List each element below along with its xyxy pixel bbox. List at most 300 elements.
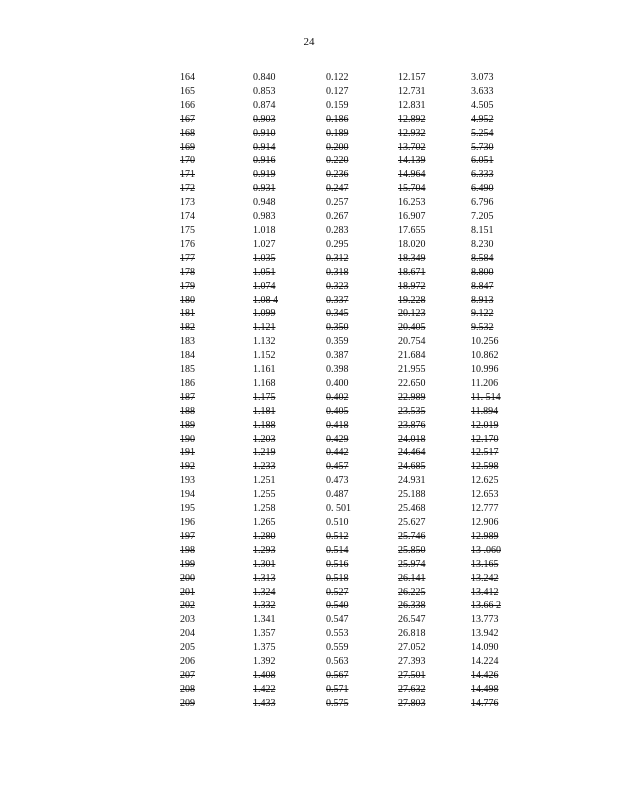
table-cell xyxy=(326,363,398,377)
cell-value: 0.186 xyxy=(326,113,349,125)
table-cell xyxy=(398,349,471,363)
cell-value: 1.332 xyxy=(253,600,276,612)
cell-value: 12.598 xyxy=(471,461,499,473)
cell-value: 13 .060 xyxy=(471,544,501,556)
cell-value: 196 xyxy=(180,517,195,528)
table-cell xyxy=(180,544,253,558)
cell-value: 18.671 xyxy=(398,266,426,278)
table-cell xyxy=(180,641,253,655)
cell-value: 24.464 xyxy=(398,447,426,459)
table-cell xyxy=(253,280,326,294)
table-cell xyxy=(253,335,326,349)
cell-value: 27.393 xyxy=(398,656,426,668)
table-row-struck xyxy=(180,266,531,280)
table-row xyxy=(180,210,531,224)
table-cell xyxy=(253,697,326,711)
table-cell xyxy=(326,154,398,168)
table-cell xyxy=(253,210,326,224)
table-cell xyxy=(180,572,253,586)
cell-value: 195 xyxy=(180,503,195,515)
cell-value: 172 xyxy=(180,183,195,195)
cell-value: 200 xyxy=(180,572,195,584)
table-cell xyxy=(398,252,471,266)
cell-value: 167 xyxy=(180,113,195,125)
table-cell xyxy=(253,530,326,544)
table-row-struck xyxy=(180,460,531,474)
table-row-struck xyxy=(180,599,531,613)
table-cell xyxy=(253,558,326,572)
cell-value: 6.333 xyxy=(471,169,494,181)
table-cell xyxy=(471,572,531,586)
cell-value: 8.800 xyxy=(471,266,494,278)
table-cell xyxy=(398,377,471,391)
table-cell xyxy=(180,141,253,155)
cell-value: 3.073 xyxy=(471,72,494,83)
table-row xyxy=(180,377,531,391)
cell-value: 0.318 xyxy=(326,266,349,278)
table-cell xyxy=(253,182,326,196)
table-cell xyxy=(253,321,326,335)
cell-value: 0.159 xyxy=(326,99,349,111)
cell-value: 164 xyxy=(180,72,195,83)
table-cell xyxy=(398,335,471,349)
cell-value: 0.473 xyxy=(326,475,349,487)
cell-value: 26.547 xyxy=(398,614,426,626)
table-cell xyxy=(398,460,471,474)
cell-value: 0.345 xyxy=(326,308,349,320)
table-cell xyxy=(398,113,471,127)
cell-value: 1.313 xyxy=(253,572,276,584)
table-cell xyxy=(326,196,398,210)
cell-value: 184 xyxy=(180,350,195,362)
table-cell xyxy=(398,266,471,280)
cell-value: 12.989 xyxy=(471,530,499,542)
table-cell xyxy=(471,530,531,544)
table-cell xyxy=(326,599,398,613)
cell-value: 193 xyxy=(180,475,195,487)
cell-value: 11.894 xyxy=(471,405,499,417)
cell-value: 206 xyxy=(180,656,195,668)
table-cell xyxy=(326,210,398,224)
table-cell xyxy=(471,613,531,627)
cell-value: 19.228 xyxy=(398,294,426,306)
table-cell xyxy=(253,85,326,99)
cell-value: 0.512 xyxy=(326,530,349,542)
cell-value: 18.972 xyxy=(398,280,426,292)
cell-value: 13.942 xyxy=(471,628,499,640)
cell-value: 20.754 xyxy=(398,336,426,348)
table-cell xyxy=(253,655,326,669)
cell-value: 168 xyxy=(180,127,195,139)
table-row xyxy=(180,196,531,210)
table-cell xyxy=(326,558,398,572)
cell-value: 27.803 xyxy=(398,697,426,709)
table-cell xyxy=(398,85,471,99)
table-row-struck xyxy=(180,558,531,572)
cell-value: 13.165 xyxy=(471,558,499,570)
table-cell xyxy=(253,391,326,405)
cell-value: 0.350 xyxy=(326,322,349,334)
cell-value: 12.777 xyxy=(471,503,499,515)
cell-value: 6.796 xyxy=(471,197,494,209)
table-cell xyxy=(253,363,326,377)
table-row-struck xyxy=(180,280,531,294)
cell-value: 8.230 xyxy=(471,238,494,250)
table-cell xyxy=(253,349,326,363)
table-cell xyxy=(326,433,398,447)
table-cell xyxy=(180,71,253,85)
cell-value: 12.731 xyxy=(398,85,426,97)
cell-value: 18.020 xyxy=(398,238,426,250)
table-cell xyxy=(471,182,531,196)
table-cell xyxy=(471,280,531,294)
cell-value: 1.188 xyxy=(253,419,276,431)
table-cell xyxy=(253,168,326,182)
table-cell xyxy=(398,71,471,85)
cell-value: 12.932 xyxy=(398,127,426,139)
table-cell xyxy=(180,99,253,113)
cell-value: 12.653 xyxy=(471,489,499,501)
table-cell xyxy=(471,196,531,210)
table-cell xyxy=(398,321,471,335)
cell-value: 0.387 xyxy=(326,350,349,362)
cell-value: 3.633 xyxy=(471,85,494,97)
table-cell xyxy=(471,655,531,669)
table-cell xyxy=(180,502,253,516)
cell-value: 204 xyxy=(180,628,195,640)
table-cell xyxy=(471,683,531,697)
table-cell xyxy=(471,141,531,155)
table-cell xyxy=(253,599,326,613)
table-cell xyxy=(471,697,531,711)
cell-value: 12.906 xyxy=(471,517,499,528)
cell-value: 0.571 xyxy=(326,683,349,695)
cell-value: 0.903 xyxy=(253,113,276,125)
cell-value: 176 xyxy=(180,238,195,250)
table-row-struck xyxy=(180,586,531,600)
table-cell xyxy=(180,627,253,641)
table-cell xyxy=(253,627,326,641)
table-cell xyxy=(326,405,398,419)
table-cell xyxy=(398,141,471,155)
table-cell xyxy=(471,335,531,349)
cell-value: 16.253 xyxy=(398,197,426,209)
table-cell xyxy=(398,516,471,530)
cell-value: 25.850 xyxy=(398,544,426,556)
cell-value: 1.280 xyxy=(253,530,276,542)
data-table xyxy=(180,71,531,711)
cell-value: 1.341 xyxy=(253,614,276,626)
cell-value: 0.563 xyxy=(326,656,349,668)
table-cell xyxy=(471,266,531,280)
table-cell xyxy=(471,669,531,683)
table-cell xyxy=(471,99,531,113)
cell-value: 1.181 xyxy=(253,405,276,417)
table-cell xyxy=(471,419,531,433)
cell-value: 26.338 xyxy=(398,600,426,612)
cell-value: 1.301 xyxy=(253,558,276,570)
table-cell xyxy=(180,474,253,488)
table-cell xyxy=(326,683,398,697)
table-row xyxy=(180,474,531,488)
table-cell xyxy=(326,280,398,294)
table-cell xyxy=(471,460,531,474)
cell-value: 5.730 xyxy=(471,141,494,153)
cell-value: 1.203 xyxy=(253,433,276,445)
cell-value: 0.429 xyxy=(326,433,349,445)
table-cell xyxy=(471,71,531,85)
cell-value: 0.914 xyxy=(253,141,276,153)
table-row xyxy=(180,613,531,627)
cell-value: 25.468 xyxy=(398,503,426,515)
cell-value: 27.632 xyxy=(398,683,426,695)
table-cell xyxy=(326,502,398,516)
cell-value: 21.684 xyxy=(398,350,426,362)
table-row-struck xyxy=(180,433,531,447)
cell-value: 0.983 xyxy=(253,211,276,223)
table-cell xyxy=(253,460,326,474)
cell-value: 1.422 xyxy=(253,683,276,695)
table-cell xyxy=(398,641,471,655)
table-cell xyxy=(471,127,531,141)
cell-value: 25.627 xyxy=(398,517,426,528)
table-row-struck xyxy=(180,683,531,697)
table-cell xyxy=(471,586,531,600)
table-row xyxy=(180,655,531,669)
table-cell xyxy=(471,377,531,391)
table-cell xyxy=(398,558,471,572)
cell-value: 22.650 xyxy=(398,377,426,389)
cell-value: 6.051 xyxy=(471,155,494,167)
table-cell xyxy=(253,377,326,391)
cell-value: 0.487 xyxy=(326,489,349,501)
cell-value: 14.139 xyxy=(398,155,426,167)
cell-value: 0.910 xyxy=(253,127,276,139)
cell-value: 27.052 xyxy=(398,642,426,654)
cell-value: 0.559 xyxy=(326,642,349,654)
cell-value: 187 xyxy=(180,391,195,403)
cell-value: 0.189 xyxy=(326,127,349,139)
cell-value: 1.255 xyxy=(253,489,276,501)
table-row-struck xyxy=(180,307,531,321)
table-cell xyxy=(326,391,398,405)
table-cell xyxy=(253,502,326,516)
table-cell xyxy=(326,488,398,502)
table-cell xyxy=(253,474,326,488)
cell-value: 0.283 xyxy=(326,224,349,236)
table-cell xyxy=(471,363,531,377)
cell-value: 5.254 xyxy=(471,127,494,139)
table-cell xyxy=(253,516,326,530)
table-row xyxy=(180,99,531,113)
cell-value: 0.295 xyxy=(326,238,349,250)
cell-value: 1.175 xyxy=(253,391,276,403)
table-cell xyxy=(180,613,253,627)
table-cell xyxy=(326,516,398,530)
cell-value: 0.457 xyxy=(326,461,349,473)
cell-value: 208 xyxy=(180,683,195,695)
cell-value: 6.490 xyxy=(471,183,494,195)
cell-value: 10.256 xyxy=(471,336,499,348)
table-cell xyxy=(471,474,531,488)
cell-value: 1.324 xyxy=(253,586,276,598)
table-cell xyxy=(326,266,398,280)
cell-value: 170 xyxy=(180,155,195,167)
table-cell xyxy=(471,641,531,655)
cell-value: 0.359 xyxy=(326,336,349,348)
cell-value: 1.219 xyxy=(253,447,276,459)
cell-value: 0.323 xyxy=(326,280,349,292)
cell-value: 175 xyxy=(180,224,195,236)
cell-value: 1.265 xyxy=(253,517,276,528)
cell-value: 8.847 xyxy=(471,280,494,292)
table-cell xyxy=(180,168,253,182)
cell-value: 14.090 xyxy=(471,642,499,654)
cell-value: 12.625 xyxy=(471,475,499,487)
table-cell xyxy=(180,377,253,391)
cell-value: 186 xyxy=(180,377,195,389)
cell-value: 190 xyxy=(180,433,195,445)
table-cell xyxy=(471,544,531,558)
cell-value: 182 xyxy=(180,322,195,334)
cell-value: 14.964 xyxy=(398,169,426,181)
cell-value: 201 xyxy=(180,586,195,598)
cell-value: 11.206 xyxy=(471,377,499,389)
table-cell xyxy=(253,266,326,280)
table-cell xyxy=(253,488,326,502)
table-cell xyxy=(398,127,471,141)
cell-value: 17.655 xyxy=(398,224,426,236)
table-cell xyxy=(180,446,253,460)
table-cell xyxy=(471,238,531,252)
table-row xyxy=(180,71,531,85)
table-cell xyxy=(180,599,253,613)
cell-value: 0.948 xyxy=(253,197,276,209)
cell-value: 14.224 xyxy=(471,656,499,668)
table-cell xyxy=(398,655,471,669)
cell-value: 26.141 xyxy=(398,572,426,584)
table-cell xyxy=(326,613,398,627)
cell-value: 198 xyxy=(180,544,195,556)
cell-value: 8.151 xyxy=(471,224,494,236)
table-row-struck xyxy=(180,294,531,308)
cell-value: 13.773 xyxy=(471,614,499,626)
cell-value: 20.405 xyxy=(398,322,426,334)
cell-value: 12.019 xyxy=(471,419,499,431)
table-cell xyxy=(253,433,326,447)
cell-value: 1.251 xyxy=(253,475,276,487)
cell-value: 9.122 xyxy=(471,308,494,320)
cell-value: 0.931 xyxy=(253,183,276,195)
table-cell xyxy=(253,252,326,266)
cell-value: 25.746 xyxy=(398,530,426,542)
cell-value: 10.862 xyxy=(471,350,499,362)
table-cell xyxy=(398,224,471,238)
table-cell xyxy=(326,224,398,238)
cell-value: 0.575 xyxy=(326,697,349,709)
cell-value: 0.840 xyxy=(253,72,276,83)
table-cell xyxy=(326,294,398,308)
table-cell xyxy=(180,586,253,600)
table-cell xyxy=(471,405,531,419)
table-cell xyxy=(398,613,471,627)
cell-value: 178 xyxy=(180,266,195,278)
table-cell xyxy=(180,391,253,405)
cell-value: 27.501 xyxy=(398,669,426,681)
cell-value: 13.702 xyxy=(398,141,426,153)
table-cell xyxy=(326,113,398,127)
cell-value: 1.375 xyxy=(253,642,276,654)
cell-value: 0.514 xyxy=(326,544,349,556)
cell-value: 181 xyxy=(180,308,195,320)
cell-value: 0.527 xyxy=(326,586,349,598)
table-cell xyxy=(180,655,253,669)
table-cell xyxy=(471,599,531,613)
cell-value: 0.127 xyxy=(326,85,349,97)
table-cell xyxy=(253,113,326,127)
cell-value: 0.312 xyxy=(326,252,349,264)
cell-value: 1.433 xyxy=(253,697,276,709)
table-row-struck xyxy=(180,405,531,419)
table-cell xyxy=(471,168,531,182)
table-cell xyxy=(471,488,531,502)
table-cell xyxy=(180,252,253,266)
table-row-struck xyxy=(180,182,531,196)
cell-value: 1.132 xyxy=(253,336,276,348)
table-cell xyxy=(180,363,253,377)
cell-value: 1.035 xyxy=(253,252,276,264)
table-cell xyxy=(253,307,326,321)
table-cell xyxy=(326,419,398,433)
table-cell xyxy=(253,154,326,168)
table-cell xyxy=(398,196,471,210)
table-cell xyxy=(180,419,253,433)
table-cell xyxy=(180,460,253,474)
cell-value: 0.418 xyxy=(326,419,349,431)
cell-value: 20.123 xyxy=(398,308,426,320)
cell-value: 14.498 xyxy=(471,683,499,695)
table-cell xyxy=(180,238,253,252)
table-cell xyxy=(326,572,398,586)
table-cell xyxy=(326,697,398,711)
table-cell xyxy=(326,474,398,488)
table-cell xyxy=(253,405,326,419)
cell-value: 165 xyxy=(180,85,195,97)
table-cell xyxy=(180,335,253,349)
cell-value: 14.776 xyxy=(471,697,499,709)
table-row-struck xyxy=(180,669,531,683)
table-cell xyxy=(326,641,398,655)
table-cell xyxy=(253,669,326,683)
cell-value: 0.919 xyxy=(253,169,276,181)
table-cell xyxy=(398,280,471,294)
table-cell xyxy=(326,669,398,683)
table-cell xyxy=(398,294,471,308)
table-cell xyxy=(253,294,326,308)
table-cell xyxy=(326,530,398,544)
table-cell xyxy=(326,141,398,155)
cell-value: 25.974 xyxy=(398,558,426,570)
table-cell xyxy=(471,224,531,238)
cell-value: 189 xyxy=(180,419,195,431)
cell-value: 1.121 xyxy=(253,322,276,334)
cell-value: 8.584 xyxy=(471,252,494,264)
cell-value: 174 xyxy=(180,211,195,223)
table-cell xyxy=(471,307,531,321)
table-cell xyxy=(471,502,531,516)
cell-value: 188 xyxy=(180,405,195,417)
table-row-struck xyxy=(180,391,531,405)
